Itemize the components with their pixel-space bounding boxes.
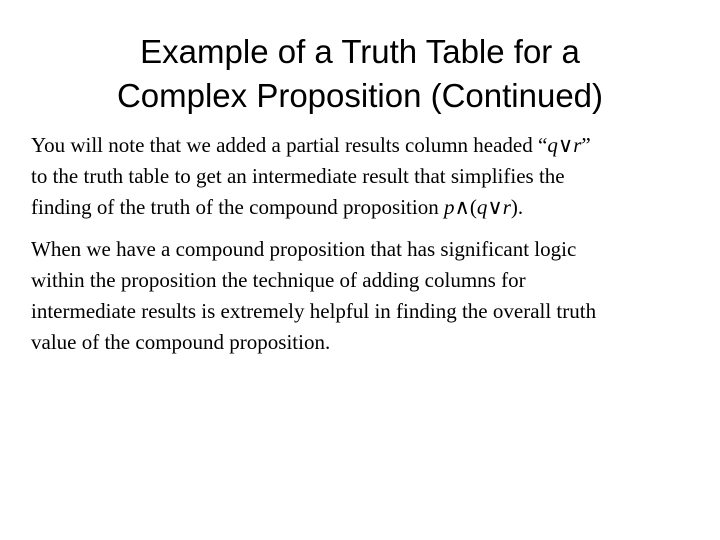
paragraph-1-line-1 <box>31 130 691 161</box>
paragraph-2-line-3: intermediate results is extremely helpful in finding the overall truth <box>31 299 597 323</box>
paragraph-partial-results <box>31 130 691 223</box>
paragraph-2-line-4: value of the compound proposition. <box>31 330 331 354</box>
paragraph-2-line-2: within the proposition the technique of adding columns for <box>31 268 526 292</box>
slide-title <box>40 30 680 118</box>
paragraph-compound-logic <box>31 234 691 358</box>
var-p: p <box>443 195 455 219</box>
title-line-1: Example of a Truth Table for a <box>140 33 580 70</box>
var-q: q <box>547 133 558 157</box>
paragraph-1-line-3 <box>31 192 691 223</box>
slide-body <box>31 130 691 368</box>
or-symbol: ∨ <box>557 133 574 157</box>
p1-l3-end: ). <box>510 195 524 219</box>
var-r: r <box>502 195 511 219</box>
and-symbol: ∧( <box>454 195 477 219</box>
close-quote: ” <box>581 133 591 157</box>
p1-l1-text: You will note that we added a partial results column headed “ <box>31 133 548 157</box>
p1-l3-text: finding of the truth of the compound proposition <box>31 195 444 219</box>
or-symbol: ∨ <box>487 195 503 219</box>
paragraph-1-line-2: to the truth table to get an intermediate result that simplifies the <box>31 164 565 188</box>
var-r: r <box>573 133 582 157</box>
var-q: q <box>476 195 488 219</box>
paragraph-2-line-1: When we have a compound proposition that has significant logic <box>31 237 577 261</box>
title-line-2: Complex Proposition (Continued) <box>116 77 604 114</box>
